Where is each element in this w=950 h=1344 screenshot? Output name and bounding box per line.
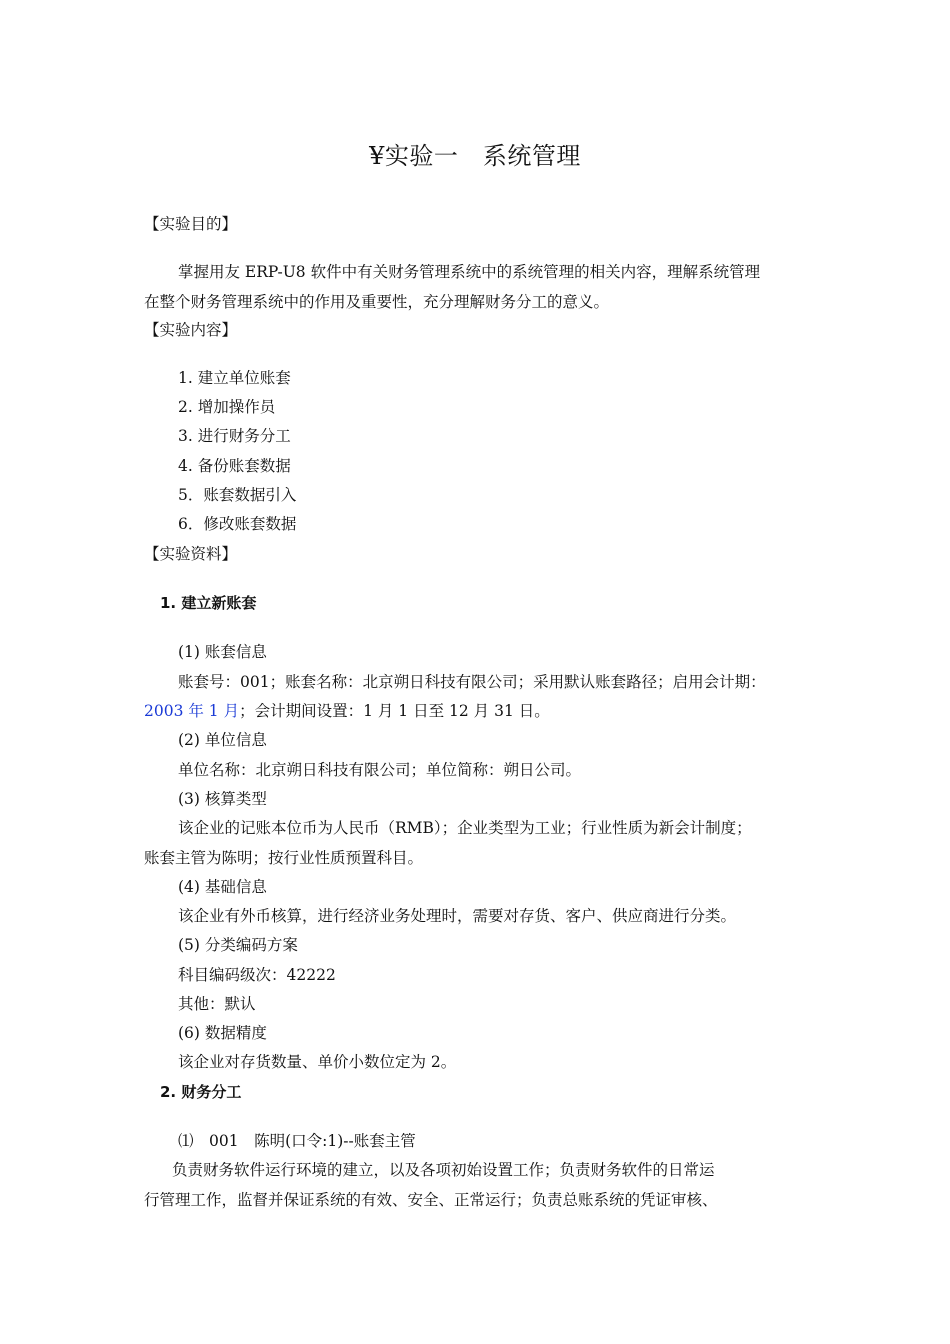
operator-001-line1: 负责财务软件运行环境的建立，以及各项初始设置工作；负责财务软件的日常运 <box>172 1161 715 1179</box>
account-info-line2 <box>144 701 550 721</box>
purpose-heading: 【实验目的】 <box>144 215 238 233</box>
accounting-type-title: (3) 核算类型 <box>178 790 267 808</box>
operator-001-line2: 行管理工作，监督并保证系统的有效、安全、正常运行；负责总账系统的凭证审核、 <box>144 1191 718 1209</box>
material-heading: 【实验资料】 <box>144 545 238 563</box>
account-info-line1: 账套号：001；账套名称：北京朔日科技有限公司；采用默认账套路径；启用会计期： <box>178 673 766 691</box>
content-item: 2. 增加操作员 <box>178 398 276 416</box>
operator-001-title: ⑴ 001 陈明(口令:1)--账套主管 <box>178 1132 416 1150</box>
unit-info-title: (2) 单位信息 <box>178 731 267 749</box>
start-period-text: 2003 年 1 月 <box>144 702 240 720</box>
content-item: 1. 建立单位账套 <box>178 369 291 387</box>
accounting-type-line1: 该企业的记账本位币为人民币（RMB）；企业类型为工业；行业性质为新会计制度； <box>178 819 752 837</box>
basic-info-line1: 该企业有外币核算，进行经济业务处理时，需要对存货、客户、供应商进行分类。 <box>178 907 737 925</box>
content-item: 5．账套数据引入 <box>178 486 297 504</box>
unit-info-line1: 单位名称：北京朔日科技有限公司；单位简称：朔日公司。 <box>178 761 582 779</box>
accounting-type-line2: 账套主管为陈明；按行业性质预置科目。 <box>144 849 424 867</box>
coding-scheme-line2: 其他：默认 <box>178 995 256 1013</box>
purpose-text-line1: 掌握用友 ERP-U8 软件中有关财务管理系统中的系统管理的相关内容，理解系统管理 <box>178 263 761 281</box>
material-section-1-title: 1. 建立新账套 <box>160 594 257 612</box>
account-info-line2-rest: ；会计期间设置：1 月 1 日至 12 月 31 日。 <box>239 702 550 720</box>
content-item: 4. 备份账套数据 <box>178 457 291 475</box>
content-item: 3. 进行财务分工 <box>178 427 291 445</box>
data-precision-line1: 该企业对存货数量、单价小数位定为 2。 <box>178 1053 457 1071</box>
data-precision-title: (6) 数据精度 <box>178 1024 267 1042</box>
page-title: ¥实验一 系统管理 <box>369 142 581 170</box>
content-heading: 【实验内容】 <box>144 321 238 339</box>
basic-info-title: (4) 基础信息 <box>178 878 267 896</box>
coding-scheme-line1: 科目编码级次：42222 <box>178 966 336 984</box>
account-info-title: (1) 账套信息 <box>178 643 267 661</box>
purpose-text-line2: 在整个财务管理系统中的作用及重要性，充分理解财务分工的意义。 <box>144 293 610 311</box>
material-section-2-title: 2. 财务分工 <box>160 1083 242 1101</box>
content-item: 6．修改账套数据 <box>178 515 297 533</box>
coding-scheme-title: (5) 分类编码方案 <box>178 936 298 954</box>
